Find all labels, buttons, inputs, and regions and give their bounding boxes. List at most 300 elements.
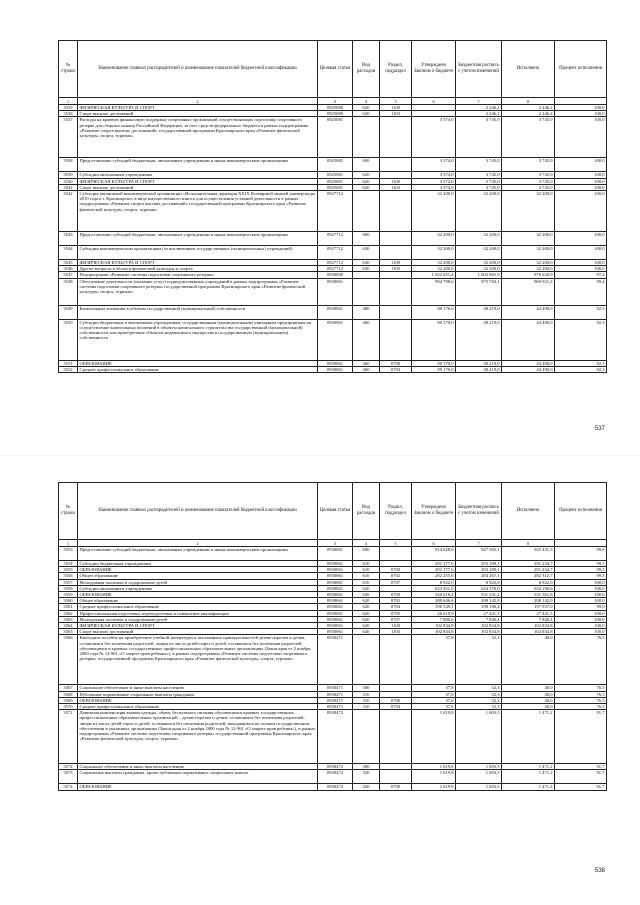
cell-row-number: 3564 — [59, 623, 78, 629]
cell-budget-list: 284 267,1 — [456, 573, 502, 579]
cell-target: 0930061 — [318, 561, 353, 567]
cell-name: Субсидии бюджетным учреждениям — [78, 561, 318, 567]
cell-name: Спорт высших достижений — [78, 629, 318, 635]
cell-executed: 976 620,9 — [502, 272, 555, 278]
cell-percent: 100,0 — [555, 117, 607, 158]
cell-approved: 32 200,0 — [412, 266, 456, 272]
cell-row-number: 3546 — [59, 266, 78, 272]
cell-budget-list: 32 200,0 — [456, 191, 502, 232]
cell-budget-list: 1 603,5 — [456, 784, 502, 790]
cell-target: 0930061 — [318, 319, 353, 360]
cell-approved: 37,8 — [412, 691, 456, 697]
cell-target: 0925080 — [318, 111, 353, 117]
cell-expense-type: 600 — [353, 547, 380, 561]
cell-approved: 3 374,0 — [412, 172, 456, 178]
cell-row-number: 3545 — [59, 260, 78, 266]
cell-budget-list: 293 189,1 — [456, 561, 502, 567]
cell-approved: 3 374,0 — [412, 184, 456, 190]
cell-executed: 40,0 — [502, 635, 555, 685]
cell-percent: 100,0 — [555, 246, 607, 260]
report-page-538 — [58, 482, 606, 791]
cell-row-number: 3570 — [59, 704, 78, 710]
cell-expense-type: 600 — [353, 158, 380, 172]
cell-expense-type: 460 — [353, 319, 380, 360]
col-header-section: Раздел, подраздел — [380, 483, 412, 540]
cell-executed: 40,0 — [502, 691, 555, 697]
cell-percent: 99,8 — [555, 547, 607, 561]
cell-row-number: 3550 — [59, 319, 78, 360]
cell-expense-type: 620 — [353, 184, 380, 190]
cell-percent: 76,5 — [555, 697, 607, 703]
cell-budget-list: 48 219,0 — [456, 305, 502, 319]
cell-approved: 291 177,6 — [412, 567, 456, 573]
cell-percent: 100,0 — [555, 111, 607, 117]
cell-section: 0707 — [380, 579, 412, 585]
cell-budget-list: 48 219,0 — [456, 319, 502, 360]
cell-executed: 298 142,9 — [502, 598, 555, 604]
cell-name: Среднее профессиональное образование — [78, 604, 318, 610]
cell-target: 0930472 — [318, 764, 353, 770]
cell-budget-list: 3 745,0 — [456, 172, 502, 178]
budget-table — [58, 482, 607, 791]
cell-expense-type: 620 — [353, 592, 380, 598]
cell-executed: 1 471,2 — [502, 764, 555, 770]
cell-budget-list: 1 603,5 — [456, 764, 502, 770]
cell-expense-type — [353, 278, 380, 305]
cell-percent: 100,0 — [555, 266, 607, 272]
cell-section: 0705 — [380, 610, 412, 616]
cell-target: 0930061 — [318, 305, 353, 319]
cell-section — [380, 710, 412, 764]
cell-percent: 100,0 — [555, 232, 607, 246]
cell-name: Социальное обеспечение и иные выплаты населению — [78, 764, 318, 770]
cell-section: 0704 — [380, 704, 412, 710]
cell-row-number: 3559 — [59, 592, 78, 598]
cell-executed: 634 196,6 — [502, 585, 555, 591]
cell-name: ОБРАЗОВАНИЕ — [78, 592, 318, 598]
cell-executed: 32 200,0 — [502, 260, 555, 266]
cell-target: 0930061 — [318, 278, 353, 305]
cell-percent: 91,7 — [555, 784, 607, 790]
cell-expense-type: 320 — [353, 784, 380, 790]
col-header-row-number: № строки — [59, 41, 78, 98]
cell-target: 0925080 — [318, 105, 353, 111]
cell-row-number: 3566 — [59, 635, 78, 685]
cell-budget-list: 8 922,0 — [456, 579, 502, 585]
col-number: 3 — [318, 98, 353, 105]
cell-approved: 37,8 — [412, 697, 456, 703]
cell-name: ОБРАЗОВАНИЕ — [78, 360, 318, 366]
cell-percent: 92,3 — [555, 366, 607, 372]
table-body — [59, 105, 607, 373]
cell-percent: 91,7 — [555, 764, 607, 770]
cell-expense-type — [353, 117, 380, 158]
cell-percent: 100,0 — [555, 629, 607, 635]
cell-approved: 3 374,0 — [412, 117, 456, 158]
cell-percent: 76,5 — [555, 704, 607, 710]
cell-budget-list: 3 745,0 — [456, 178, 502, 184]
cell-target: 0930061 — [318, 573, 353, 579]
cell-approved: 1 619,8 — [412, 710, 456, 764]
cell-name: Спорт высших достижений — [78, 184, 318, 190]
cell-name: Субсидии автономным учреждениям — [78, 585, 318, 591]
cell-target: 0930061 — [318, 623, 353, 629]
cell-name: Общее образование — [78, 573, 318, 579]
col-header-expense-type: Вид расходов — [353, 483, 380, 540]
cell-row-number: 3571 — [59, 710, 78, 764]
cell-expense-type: 620 — [353, 629, 380, 635]
cell-row-number: 3554 — [59, 561, 78, 567]
cell-budget-list: 48 219,0 — [456, 366, 502, 372]
col-header-name: Наименование главных распорядителей и наименование показателей бюджетной классификации — [78, 483, 318, 540]
cell-row-number: 3541 — [59, 184, 78, 190]
cell-row-number: 3552 — [59, 366, 78, 372]
cell-target: 0930471 — [318, 697, 353, 703]
table-row — [59, 158, 607, 172]
cell-executed: 2 246,2 — [502, 105, 555, 111]
col-header-section: Раздел, подраздел — [380, 41, 412, 98]
cell-expense-type: 620 — [353, 111, 380, 117]
cell-expense-type: 610 — [353, 579, 380, 585]
cell-executed: 32 200,0 — [502, 191, 555, 232]
cell-expense-type: 620 — [353, 598, 380, 604]
cell-row-number: 3553 — [59, 547, 78, 561]
cell-target: 0927712 — [318, 232, 353, 246]
cell-approved: 80 170,0 — [412, 360, 456, 366]
cell-section: 0700 — [380, 697, 412, 703]
cell-expense-type: 620 — [353, 604, 380, 610]
col-header-approved: Утверждено Законом о бюджете — [412, 483, 456, 540]
cell-target: 0930061 — [318, 629, 353, 635]
cell-row-number: 3537 — [59, 117, 78, 158]
cell-approved: 914 628,6 — [412, 547, 456, 561]
cell-percent: 100,0 — [555, 579, 607, 585]
cell-name: Подпрограмма «Развитие системы подготовки спортивного резерва» — [78, 272, 318, 278]
page-number: 538 — [595, 868, 606, 874]
cell-name: Среднее профессиональное образование — [78, 704, 318, 710]
cell-expense-type: 300 — [353, 685, 380, 691]
cell-section: 1100 — [380, 105, 412, 111]
cell-expense-type: 310 — [353, 691, 380, 697]
cell-approved: 80 170,0 — [412, 366, 456, 372]
cell-expense-type: 310 — [353, 697, 380, 703]
cell-percent: 100,0 — [555, 598, 607, 604]
cell-target: 0925081 — [318, 184, 353, 190]
cell-budget-list: 52,3 — [456, 704, 502, 710]
cell-percent: 100,0 — [555, 592, 607, 598]
cell-budget-list: 32 200,0 — [456, 232, 502, 246]
cell-target: 0930472 — [318, 770, 353, 784]
col-number — [555, 98, 607, 105]
cell-section: 0702 — [380, 598, 412, 604]
cell-percent: 100,0 — [555, 260, 607, 266]
cell-name: Предоставление субсидий бюджетным, автономным учреждениям и иным некоммерческим организациям — [78, 232, 318, 246]
cell-name: Ежегодное пособие на приобретение учебной литературы и письменных принадлежностей детям-сиротам и детям, оставшимся без попечения родителей, лицам из числа детей-сирот и детей, оставшихся без попечения родителей, обучающимся в краевых государственных профессиональных образовательных организациях (Закон края от 2 ноября 2000 года № 12-961 «О защите прав ребенка»), в рамках подпрограммы «Развитие системы подготовки спортивного резерва» государственной программы Красноярского края «Развитие физической культуры, спорта, туризма» — [78, 635, 318, 685]
cell-expense-type: 620 — [353, 623, 380, 629]
cell-expense-type: 300 — [353, 764, 380, 770]
cell-target: 0930472 — [318, 784, 353, 790]
cell-approved: 37,8 — [412, 685, 456, 691]
cell-percent: 99,4 — [555, 278, 607, 305]
cell-row-number: 3555 — [59, 567, 78, 573]
cell-approved: 994 798,6 — [412, 278, 456, 305]
col-header-executed: Исполнено — [502, 41, 555, 98]
cell-budget-list: 32 200,0 — [456, 246, 502, 260]
cell-budget-list: 531 541,2 — [456, 592, 502, 598]
cell-target: 0925081 — [318, 178, 353, 184]
cell-executed: 102 834,8 — [502, 623, 555, 629]
cell-approved: 3 374,0 — [412, 158, 456, 172]
cell-section: 0700 — [380, 784, 412, 790]
cell-target: 0930061 — [318, 567, 353, 573]
col-header-target: Целевая статья — [318, 483, 353, 540]
cell-expense-type: 620 — [353, 585, 380, 591]
cell-target: 0930061 — [318, 598, 353, 604]
cell-name: ФИЗИЧЕСКАЯ КУЛЬТУРА И СПОРТ — [78, 623, 318, 629]
page-separator — [0, 455, 640, 456]
cell-section: 1100 — [380, 623, 412, 629]
cell-target: 0930471 — [318, 691, 353, 697]
cell-budget-list: 198 186,4 — [456, 604, 502, 610]
cell-section — [380, 278, 412, 305]
cell-name: Среднее профессиональное образование — [78, 366, 318, 372]
table-header — [59, 41, 607, 105]
cell-expense-type: 630 — [353, 260, 380, 266]
col-number: 6 — [412, 98, 456, 105]
cell-approved: 1 022 651,4 — [412, 272, 456, 278]
cell-name: Другие вопросы в области физической культуры и спорта — [78, 266, 318, 272]
budget-table — [58, 40, 607, 373]
cell-target: 0927712 — [318, 191, 353, 232]
table-header — [59, 483, 607, 547]
cell-budget-list: 634 376,0 — [456, 585, 502, 591]
page-number: 537 — [595, 426, 606, 432]
cell-executed: 32 200,0 — [502, 246, 555, 260]
cell-budget-list: 293 189,1 — [456, 567, 502, 573]
cell-section — [380, 635, 412, 685]
cell-percent: 100,0 — [555, 172, 607, 178]
cell-percent: 100,0 — [555, 158, 607, 172]
cell-approved: 623 451,0 — [412, 585, 456, 591]
cell-target: 0925081 — [318, 117, 353, 158]
table-row — [59, 770, 607, 784]
cell-executed: 1 471,2 — [502, 784, 555, 790]
cell-budget-list: 1 002 665,9 — [456, 272, 502, 278]
cell-executed: 291 234,7 — [502, 567, 555, 573]
cell-row-number: 3544 — [59, 246, 78, 260]
cell-name: Профессиональная подготовка, переподготовка и повышение квалификации — [78, 610, 318, 616]
cell-name: Социальные выплаты гражданам, кроме публичных нормативных социальных выплат — [78, 770, 318, 784]
cell-approved: 291 177,6 — [412, 561, 456, 567]
cell-approved: 80 170,0 — [412, 305, 456, 319]
cell-name: Спорт высших достижений — [78, 111, 318, 117]
cell-executed: 8 922,0 — [502, 579, 555, 585]
cell-row-number: 3557 — [59, 579, 78, 585]
cell-section — [380, 770, 412, 784]
cell-section — [380, 191, 412, 232]
cell-executed: 44 490,0 — [502, 305, 555, 319]
cell-budget-list: 102 834,8 — [456, 623, 502, 629]
cell-name: ОБРАЗОВАНИЕ — [78, 784, 318, 790]
cell-section — [380, 117, 412, 158]
cell-expense-type: 460 — [353, 360, 380, 366]
cell-percent: 91,7 — [555, 710, 607, 764]
cell-row-number: 3567 — [59, 685, 78, 691]
cell-approved: 3 374,0 — [412, 178, 456, 184]
cell-target: 0930061 — [318, 585, 353, 591]
table-row — [59, 710, 607, 764]
cell-expense-type: 460 — [353, 366, 380, 372]
cell-target: 0930061 — [318, 360, 353, 366]
cell-approved: 7 800,6 — [412, 616, 456, 622]
cell-budget-list: 102 834,8 — [456, 629, 502, 635]
cell-target: 0930471 — [318, 685, 353, 691]
col-header-percent: Процент исполнения — [555, 41, 607, 98]
table-row — [59, 319, 607, 360]
cell-name: ОБРАЗОВАНИЕ — [78, 567, 318, 573]
cell-section — [380, 246, 412, 260]
cell-row-number: 3565 — [59, 629, 78, 635]
col-number — [555, 540, 607, 547]
cell-approved: 102 834,8 — [412, 629, 456, 635]
cell-budget-list: 52,3 — [456, 635, 502, 685]
col-header-row-number: № строки — [59, 483, 78, 540]
cell-executed: 7 840,4 — [502, 616, 555, 622]
col-number: 4 — [353, 98, 380, 105]
cell-executed: 44 490,0 — [502, 360, 555, 366]
cell-name: Предоставление субсидий бюджетным, автономным учреждениям и иным некоммерческим организациям — [78, 547, 318, 561]
cell-percent: 99,3 — [555, 573, 607, 579]
cell-section: 0704 — [380, 604, 412, 610]
cell-executed: 40,0 — [502, 685, 555, 691]
cell-row-number: 3540 — [59, 178, 78, 184]
cell-target: 0930471 — [318, 704, 353, 710]
cell-target: 0925081 — [318, 172, 353, 178]
cell-target: 0927712 — [318, 246, 353, 260]
cell-approved: 1 619,8 — [412, 764, 456, 770]
cell-row-number: 3560 — [59, 598, 78, 604]
cell-row-number: 3572 — [59, 764, 78, 770]
cell-executed: 102 834,8 — [502, 629, 555, 635]
cell-name: Расходы на краевую финансовую поддержку спортивных организаций осуществляющих подготовку спортивного резерва для сборных команд Российской Федерации, за счет средств федерального бюджета в рамках подпрограммы «Развитие спорта высших достижений» государственной программы Красноярского края «Развитие физической культуры, спорта, туризма» — [78, 117, 318, 158]
cell-target: 0930061 — [318, 610, 353, 616]
table-body — [59, 547, 607, 791]
col-header-approved: Утверждено Законом о бюджете — [412, 41, 456, 98]
cell-name: Субсидия автономной некоммерческой организации «Исполнительная дирекция XXIX Всемирной зимней универсиады 2019 года в г. Красноярске» в виде имущественного взноса для осуществления уставной деятельности в рамках подпрограммы «Развитие спорта высших достижений» государственной программы Красноярского края «Развитие физической культуры, спорта, туризма» — [78, 191, 318, 232]
cell-budget-list: 3 745,0 — [456, 117, 502, 158]
col-number: 1 — [59, 98, 78, 105]
cell-target: 0930000 — [318, 272, 353, 278]
cell-budget-list: 52,3 — [456, 697, 502, 703]
cell-target: 0930061 — [318, 547, 353, 561]
cell-percent: 100,0 — [555, 105, 607, 111]
cell-expense-type: 620 — [353, 172, 380, 178]
cell-executed: 3 745,0 — [502, 172, 555, 178]
cell-percent: 91,7 — [555, 770, 607, 784]
cell-executed: 32 200,0 — [502, 232, 555, 246]
cell-percent: 100,0 — [555, 178, 607, 184]
cell-approved: 1 619,8 — [412, 770, 456, 784]
col-number: 2 — [78, 98, 318, 105]
cell-executed: 40,0 — [502, 697, 555, 703]
cell-percent: 99,9 — [555, 604, 607, 610]
cell-row-number: 3536 — [59, 111, 78, 117]
cell-executed: 3 745,0 — [502, 117, 555, 158]
cell-expense-type: 610 — [353, 561, 380, 567]
cell-expense-type: 630 — [353, 266, 380, 272]
cell-section: 0700 — [380, 567, 412, 573]
cell-approved: 32 200,0 — [412, 260, 456, 266]
table-row — [59, 366, 607, 372]
cell-section: 0702 — [380, 573, 412, 579]
col-header-budget-list: Бюджетная роспись с учетом изменений — [456, 41, 502, 98]
cell-row-number: 3562 — [59, 610, 78, 616]
cell-row-number: 3549 — [59, 305, 78, 319]
cell-approved: 37,8 — [412, 635, 456, 685]
table-row — [59, 635, 607, 685]
cell-row-number: 3535 — [59, 105, 78, 111]
cell-executed: 531 361,8 — [502, 592, 555, 598]
cell-expense-type: 320 — [353, 770, 380, 784]
col-number: 3 — [318, 540, 353, 547]
cell-executed: 3 745,0 — [502, 178, 555, 184]
cell-section: 0700 — [380, 592, 412, 598]
cell-percent: 76,5 — [555, 685, 607, 691]
cell-row-number: 3543 — [59, 232, 78, 246]
cell-expense-type: 610 — [353, 573, 380, 579]
cell-approved: 26 619,9 — [412, 610, 456, 616]
cell-budget-list: 32 200,0 — [456, 266, 502, 272]
col-header-target: Целевая статья — [318, 41, 353, 98]
cell-percent: 76,5 — [555, 691, 607, 697]
cell-target: 0930061 — [318, 604, 353, 610]
cell-row-number: 3538 — [59, 158, 78, 172]
cell-row-number: 3561 — [59, 604, 78, 610]
cell-budget-list: 975 784,1 — [456, 278, 502, 305]
cell-row-number: 3558 — [59, 585, 78, 591]
cell-expense-type: 310 — [353, 704, 380, 710]
col-number: 2 — [78, 540, 318, 547]
cell-row-number: 3551 — [59, 360, 78, 366]
cell-percent: 99,3 — [555, 561, 607, 567]
cell-percent: 100,0 — [555, 184, 607, 190]
cell-section — [380, 319, 412, 360]
col-number: 7 — [456, 98, 502, 105]
cell-target: 0930061 — [318, 616, 353, 622]
cell-percent: 92,3 — [555, 305, 607, 319]
cell-percent: 100,0 — [555, 191, 607, 232]
cell-executed: 2 246,2 — [502, 111, 555, 117]
table-row — [59, 278, 607, 305]
cell-name: ФИЗИЧЕСКАЯ КУЛЬТУРА И СПОРТ — [78, 260, 318, 266]
cell-row-number: 3539 — [59, 172, 78, 178]
cell-approved: 32 200,0 — [412, 246, 456, 260]
cell-executed: 925 431,3 — [502, 547, 555, 561]
cell-executed: 969 921,3 — [502, 278, 555, 305]
cell-budget-list: 7 840,4 — [456, 616, 502, 622]
cell-percent: 99,3 — [555, 567, 607, 573]
table-row — [59, 547, 607, 561]
cell-expense-type — [353, 191, 380, 232]
cell-section — [380, 547, 412, 561]
cell-row-number: 3569 — [59, 697, 78, 703]
cell-approved: 32 200,0 — [412, 232, 456, 246]
cell-name: Общее образование — [78, 598, 318, 604]
cell-expense-type — [353, 635, 380, 685]
cell-section: 1100 — [380, 260, 412, 266]
cell-row-number: 3548 — [59, 278, 78, 305]
cell-expense-type: 400 — [353, 305, 380, 319]
